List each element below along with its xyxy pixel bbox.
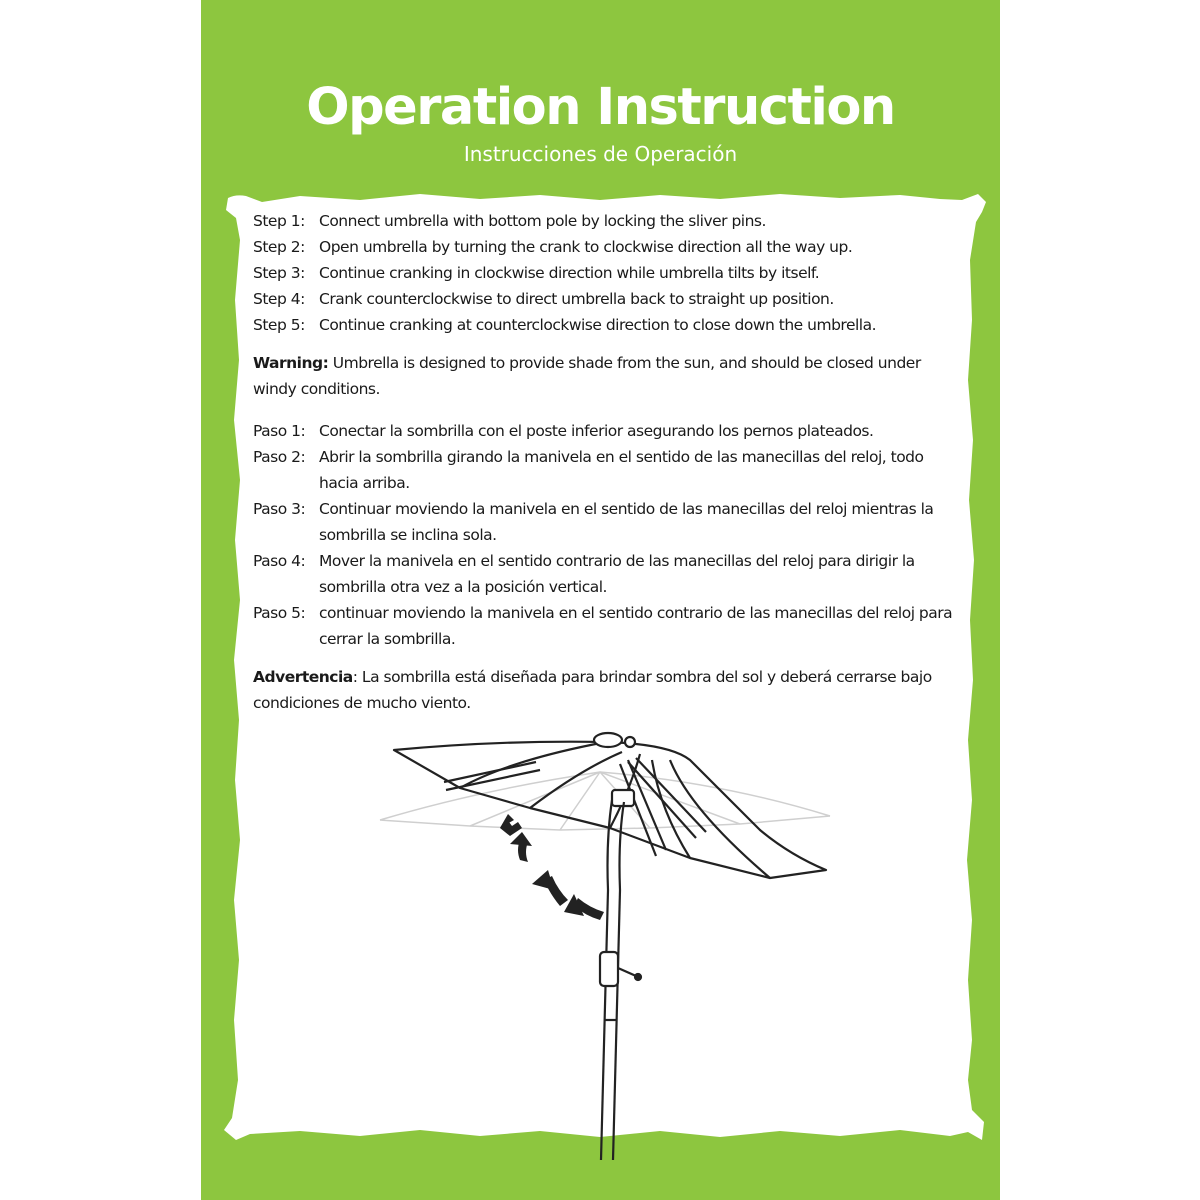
- advertencia-label: Advertencia: [253, 668, 353, 686]
- paso-text: Conectar la sombrilla con el poste inferior asegurando los pernos plateados.: [319, 422, 874, 440]
- instructions-body: [253, 208, 968, 716]
- warning-text: Umbrella is designed to provide shade from the sun, and should be closed under windy conditions.: [253, 354, 921, 398]
- step-row: [253, 286, 968, 312]
- step-row: [253, 234, 968, 260]
- advertencia-text: : La sombrilla está diseñada para brindar sombra del sol y deberá cerrarse bajo condiciones de mucho viento.: [253, 668, 932, 712]
- tilted-canopy: [394, 733, 826, 878]
- step-row: [253, 208, 968, 234]
- step-text: Connect umbrella with bottom pole by locking the sliver pins.: [319, 212, 766, 230]
- step-text: Crank counterclockwise to direct umbrella back to straight up position.: [319, 290, 834, 308]
- step-row: [253, 260, 968, 286]
- paso-text: continuar moviendo la manivela en el sentido contrario de las manecillas del reloj para cerrar la sombrilla.: [319, 604, 953, 648]
- paso-row: [253, 496, 968, 548]
- paso-row: [253, 444, 968, 496]
- step-text: Continue cranking at counterclockwise direction to close down the umbrella.: [319, 316, 877, 334]
- paso-row: [253, 418, 968, 444]
- warning-paragraph: [253, 350, 968, 402]
- paso-label: Paso 4:: [253, 552, 306, 570]
- paso-label: Paso 3:: [253, 500, 306, 518]
- paso-label: Paso 5:: [253, 604, 306, 622]
- paso-row: [253, 548, 968, 600]
- paso-text: Mover la manivela en el sentido contrario de las manecillas del reloj para dirigir la sombrilla otra vez a la posición vertical.: [319, 552, 915, 596]
- step-label: Step 5:: [253, 316, 305, 334]
- umbrella-pole: [600, 800, 641, 1160]
- step-text: Continue cranking in clockwise direction while umbrella tilts by itself.: [319, 264, 820, 282]
- step-label: Step 1:: [253, 212, 305, 230]
- step-row: [253, 312, 968, 338]
- step-label: Step 4:: [253, 290, 305, 308]
- advertencia-paragraph: [253, 664, 968, 716]
- step-label: Step 2:: [253, 238, 305, 256]
- step-label: Step 3:: [253, 264, 305, 282]
- paso-text: Continuar moviendo la manivela en el sentido de las manecillas del reloj mientras la sombrilla se inclina sola.: [319, 500, 934, 544]
- warning-label: Warning:: [253, 354, 329, 372]
- spanish-steps: [253, 418, 968, 652]
- page-title: Operation Instruction: [306, 78, 895, 137]
- page-subtitle: Instrucciones de Operación: [463, 142, 738, 166]
- step-text: Open umbrella by turning the crank to clockwise direction all the way up.: [319, 238, 853, 256]
- paso-text: Abrir la sombrilla girando la manivela en el sentido de las manecillas del reloj, todo hacia arriba.: [319, 448, 924, 492]
- english-steps: [253, 208, 968, 338]
- paso-label: Paso 1:: [253, 422, 306, 440]
- paso-label: Paso 2:: [253, 448, 306, 466]
- paso-row: [253, 600, 968, 652]
- tilting-umbrella-icon: [360, 720, 840, 1170]
